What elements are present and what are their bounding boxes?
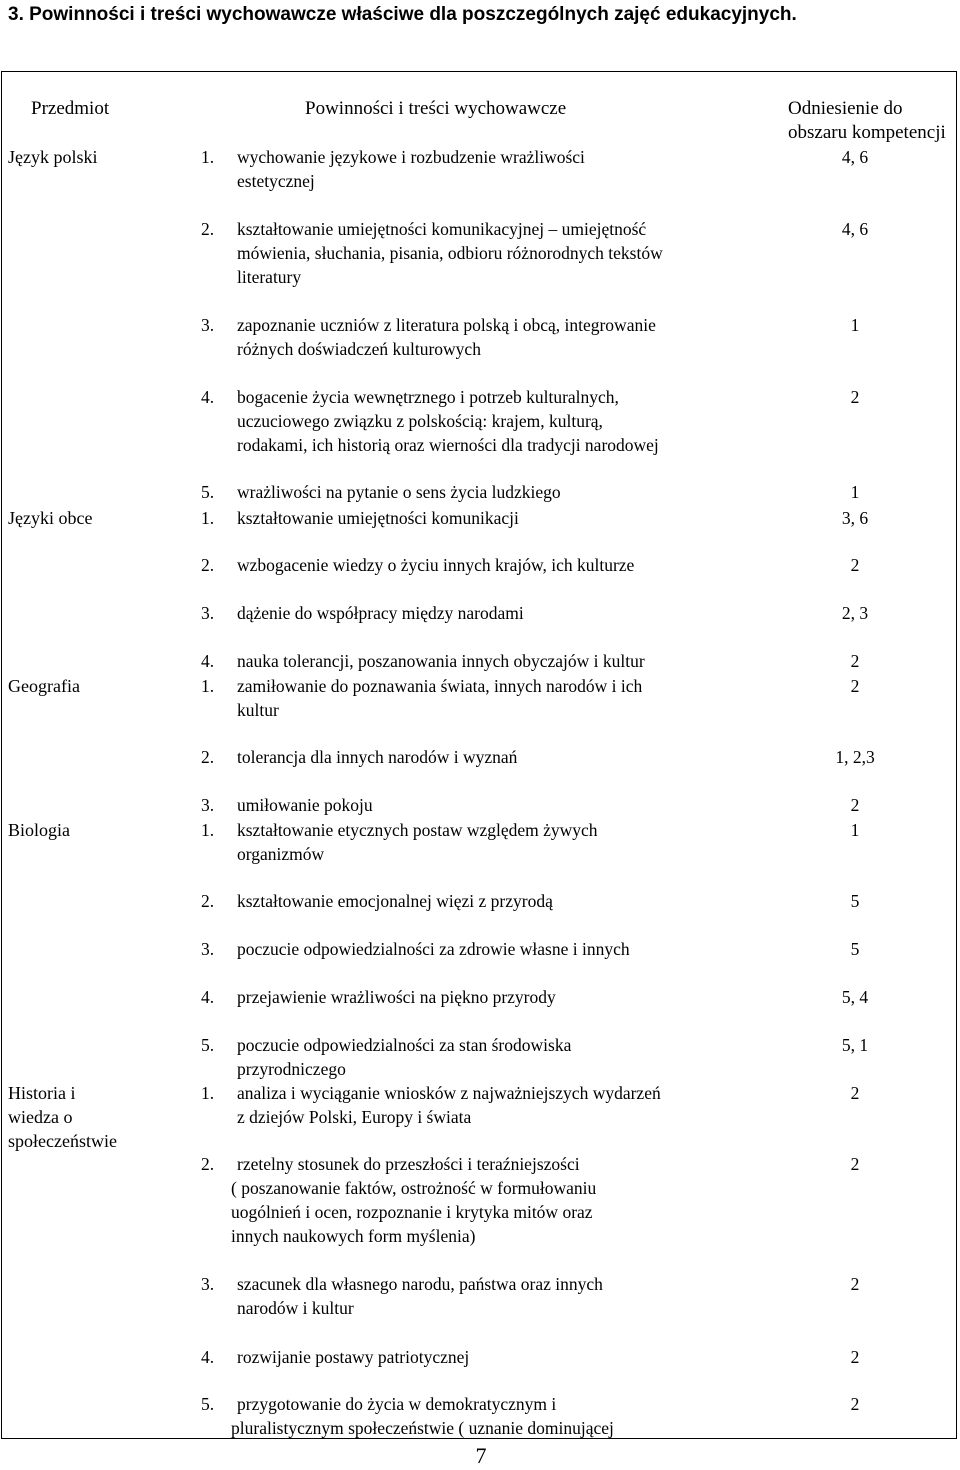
competence-ref: 1 bbox=[850, 482, 860, 502]
subject-label: Języki obce bbox=[8, 508, 93, 528]
item-number: 5. bbox=[201, 482, 215, 502]
item-text: nauka tolerancji, poszanowania innych obyczajów i kultur bbox=[237, 651, 645, 671]
item-number: 1. bbox=[201, 147, 215, 167]
item-number: 1. bbox=[201, 508, 215, 528]
item-number: 2. bbox=[201, 219, 215, 239]
item-number: 1. bbox=[201, 1083, 215, 1103]
item-text: tolerancja dla innych narodów i wyznań bbox=[237, 747, 518, 767]
competence-ref: 4, 6 bbox=[841, 147, 869, 167]
item-number: 4. bbox=[201, 987, 215, 1007]
item-text: poczucie odpowiedzialności za stan środowiska bbox=[237, 1035, 572, 1055]
competence-ref: 2 bbox=[850, 1347, 860, 1367]
item-number: 3. bbox=[201, 603, 215, 623]
item-text: kształtowanie etycznych postaw względem żywych bbox=[237, 820, 598, 840]
competence-ref: 2 bbox=[850, 555, 860, 575]
item-number: 1. bbox=[201, 820, 215, 840]
item-number: 1. bbox=[201, 676, 215, 696]
item-text: mówienia, słuchania, pisania, odbioru różnorodnych tekstów bbox=[237, 243, 663, 263]
item-text: z dziejów Polski, Europy i świata bbox=[237, 1107, 472, 1127]
item-number: 3. bbox=[201, 795, 215, 815]
item-text: zamiłowanie do poznawania świata, innych narodów i ich bbox=[237, 676, 643, 696]
item-text: analiza i wyciąganie wniosków z najważniejszych wydarzeń bbox=[237, 1083, 661, 1103]
item-text: szacunek dla własnego narodu, państwa oraz innych bbox=[237, 1274, 603, 1294]
item-text: dążenie do współpracy między narodami bbox=[237, 603, 524, 623]
item-number: 5. bbox=[201, 1394, 215, 1414]
competence-ref: 2 bbox=[850, 1083, 860, 1103]
page-number: 7 bbox=[475, 1443, 487, 1468]
competence-ref: 2 bbox=[850, 795, 860, 815]
competence-ref: 5, 1 bbox=[841, 1035, 869, 1055]
item-text: uczuciowego związku z polskością: krajem, kulturą, bbox=[237, 411, 603, 431]
item-text: uogólnień i ocen, rozpoznanie i krytyka mitów oraz bbox=[231, 1202, 593, 1222]
item-number: 3. bbox=[201, 939, 215, 959]
item-text: kształtowanie umiejętności komunikacyjnej – umiejętność bbox=[237, 219, 647, 239]
item-text: umiłowanie pokoju bbox=[237, 795, 373, 815]
competence-ref: 4, 6 bbox=[841, 219, 869, 239]
header-ref-line2: obszaru kompetencji bbox=[788, 122, 946, 143]
item-text: rozwijanie postawy patriotycznej bbox=[237, 1347, 470, 1367]
item-number: 4. bbox=[201, 1347, 215, 1367]
item-text: przygotowanie do życia w demokratycznym i bbox=[237, 1394, 557, 1414]
competence-ref: 5 bbox=[850, 939, 860, 959]
header-content: Powinności i treści wychowawcze bbox=[305, 98, 567, 119]
item-text: ( poszanowanie faktów, ostrożność w formułowaniu bbox=[231, 1178, 597, 1198]
subject-label: Język polski bbox=[8, 147, 98, 167]
competence-ref: 1 bbox=[850, 315, 860, 335]
header-subject: Przedmiot bbox=[31, 98, 110, 119]
competence-ref: 2 bbox=[850, 1274, 860, 1294]
competence-ref: 2, 3 bbox=[841, 603, 869, 623]
subject-label: Geografia bbox=[8, 676, 80, 696]
section-heading: 3. Powinności i treści wychowawcze właściwe dla poszczególnych zajęć edukacyjnych. bbox=[8, 4, 797, 25]
item-text: pluralistycznym społeczeństwie ( uznanie dominującej bbox=[231, 1418, 614, 1438]
item-text: narodów i kultur bbox=[237, 1298, 354, 1318]
item-number: 2. bbox=[201, 891, 215, 911]
item-text: rzetelny stosunek do przeszłości i teraźniejszości bbox=[237, 1154, 580, 1174]
item-text: wrażliwości na pytanie o sens życia ludzkiego bbox=[237, 482, 561, 502]
item-text: przejawienie wrażliwości na piękno przyrody bbox=[237, 987, 556, 1007]
subject-label: Biologia bbox=[8, 820, 70, 840]
item-text: zapoznanie uczniów z literatura polską i obcą, integrowanie bbox=[237, 315, 656, 335]
item-number: 4. bbox=[201, 387, 215, 407]
item-text: poczucie odpowiedzialności za zdrowie własne i innych bbox=[237, 939, 630, 959]
item-text: estetycznej bbox=[237, 171, 315, 191]
item-text: wzbogacenie wiedzy o życiu innych krajów, ich kulturze bbox=[237, 555, 635, 575]
item-number: 2. bbox=[201, 747, 215, 767]
competence-ref: 5, 4 bbox=[841, 987, 869, 1007]
competence-ref: 2 bbox=[850, 651, 860, 671]
header-ref-line1: Odniesienie do bbox=[788, 98, 903, 119]
item-text: literatury bbox=[237, 267, 302, 287]
competence-ref: 2 bbox=[850, 676, 860, 696]
item-number: 5. bbox=[201, 1035, 215, 1055]
item-text: organizmów bbox=[237, 844, 325, 864]
competence-ref: 2 bbox=[850, 1154, 860, 1174]
item-text: rodakami, ich historią oraz wierności dla tradycji narodowej bbox=[237, 435, 659, 455]
item-text: różnych doświadczeń kulturowych bbox=[237, 339, 481, 359]
competence-ref: 2 bbox=[850, 387, 860, 407]
subject-label: wiedza o bbox=[8, 1107, 73, 1127]
item-number: 3. bbox=[201, 1274, 215, 1294]
item-number: 3. bbox=[201, 315, 215, 335]
item-text: kształtowanie umiejętności komunikacji bbox=[237, 508, 519, 528]
competence-ref: 5 bbox=[850, 891, 860, 911]
item-text: innych naukowych form myślenia) bbox=[231, 1226, 476, 1246]
item-number: 2. bbox=[201, 1154, 215, 1174]
item-text: kultur bbox=[237, 700, 279, 720]
item-text: kształtowanie emocjonalnej więzi z przyrodą bbox=[237, 891, 553, 911]
subject-label: Historia i bbox=[8, 1083, 76, 1103]
competence-ref: 1 bbox=[850, 820, 860, 840]
item-text: bogacenie życia wewnętrznego i potrzeb kulturalnych, bbox=[237, 387, 619, 407]
item-text: przyrodniczego bbox=[237, 1059, 346, 1079]
item-number: 2. bbox=[201, 555, 215, 575]
subject-label: społeczeństwie bbox=[8, 1131, 117, 1151]
competence-ref: 1, 2,3 bbox=[835, 747, 875, 767]
competence-ref: 3, 6 bbox=[841, 508, 869, 528]
item-text: wychowanie językowe i rozbudzenie wrażliwości bbox=[237, 147, 585, 167]
item-number: 4. bbox=[201, 651, 215, 671]
competence-ref: 2 bbox=[850, 1394, 860, 1414]
